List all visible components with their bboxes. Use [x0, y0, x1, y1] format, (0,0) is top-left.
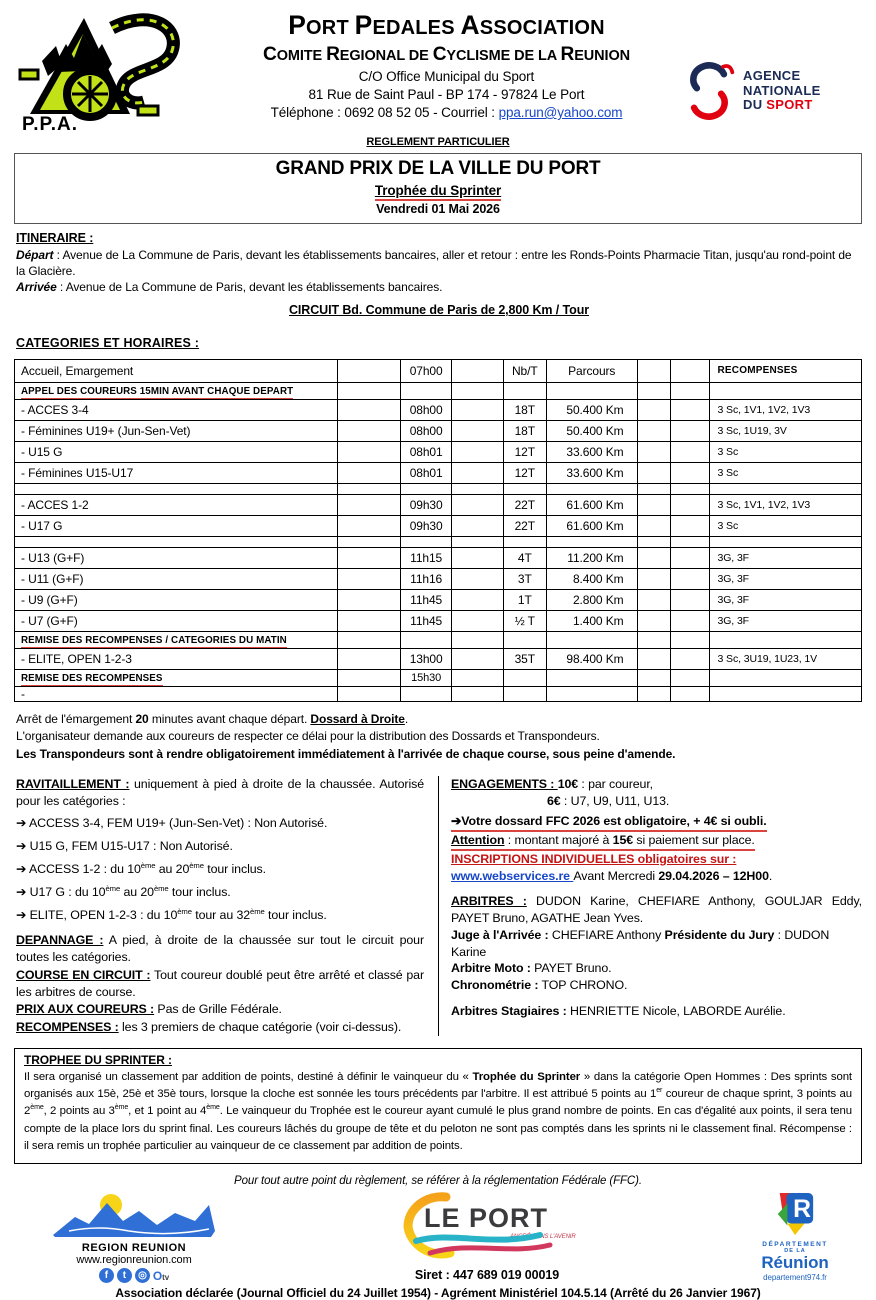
- table-cell: Nb/T: [503, 359, 546, 382]
- table-cell: 35T: [503, 648, 546, 669]
- table-cell: [670, 441, 709, 462]
- trophee-heading: TROPHEE DU SPRINTER :: [24, 1052, 172, 1067]
- table-cell: [337, 568, 401, 589]
- table-cell: 3G, 3F: [709, 547, 862, 568]
- table-cell: [670, 420, 709, 441]
- notes-section: [16, 711, 862, 763]
- document-header: [0, 0, 876, 136]
- table-cell: [637, 441, 670, 462]
- table-cell: [637, 686, 670, 701]
- table-cell: [637, 631, 670, 648]
- table-cell: [637, 536, 670, 547]
- table-cell: 07h00: [401, 359, 452, 382]
- table-cell: [709, 686, 862, 701]
- table-cell: -: [15, 686, 338, 701]
- table-cell: [401, 536, 452, 547]
- table-cell: [637, 382, 670, 399]
- table-cell: 4T: [503, 547, 546, 568]
- table-row: [15, 399, 862, 420]
- table-cell: - U15 G: [15, 441, 338, 462]
- table-cell: [670, 382, 709, 399]
- table-cell: 08h01: [401, 441, 452, 462]
- table-cell: [546, 631, 637, 648]
- table-cell: 3 Sc: [709, 441, 862, 462]
- table-cell: [670, 669, 709, 686]
- table-cell: Parcours: [546, 359, 637, 382]
- table-cell: [637, 610, 670, 631]
- table-cell: 61.600 Km: [546, 494, 637, 515]
- departement-r-icon: [774, 1191, 816, 1237]
- region-reunion-logo: [34, 1191, 234, 1283]
- svg-text:R: R: [793, 1196, 811, 1224]
- table-cell: [337, 648, 401, 669]
- federal-note: Pour tout autre point du règlement, se référer à la réglementation Fédérale (FFC).: [234, 1175, 642, 1188]
- inscriptions-line: INSCRIPTIONS INDIVIDUELLES obligatoires sur :: [451, 851, 737, 866]
- table-cell: [546, 382, 637, 399]
- table-cell: - ACCES 3-4: [15, 399, 338, 420]
- table-cell: [337, 494, 401, 515]
- juge-arrivee-line: Juge à l'Arrivée : CHEFIARE Anthony Présidente du Jury : DUDON Karine: [451, 927, 830, 959]
- region-socials: [34, 1268, 234, 1283]
- table-cell: [709, 536, 862, 547]
- table-cell: [670, 515, 709, 536]
- table-cell: [670, 631, 709, 648]
- table-cell: [452, 462, 504, 483]
- table-cell: [670, 399, 709, 420]
- table-cell: 3 Sc: [709, 515, 862, 536]
- table-cell: 18T: [503, 420, 546, 441]
- svg-text:ANCRÉ DANS L'AVENIR: ANCRÉ DANS L'AVENIR: [510, 1234, 576, 1241]
- table-cell: [709, 483, 862, 494]
- otv-icon[interactable]: Otv: [152, 1268, 170, 1283]
- ravitaillement-rule: ➔ U15 G, FEM U15-U17 : Non Autorisé.: [16, 839, 233, 854]
- table-cell: - U17 G: [15, 515, 338, 536]
- table-cell: 3G, 3F: [709, 589, 862, 610]
- table-cell: [337, 462, 401, 483]
- ravitaillement-rule: ➔ U17 G : du 10ème au 20ème tour inclus.: [16, 883, 231, 899]
- table-cell: - ELITE, OPEN 1-2-3: [15, 648, 338, 669]
- svg-text:LE PORT: LE PORT: [424, 1203, 549, 1234]
- table-cell: [452, 483, 504, 494]
- table-cell: 61.600 Km: [546, 515, 637, 536]
- twitter-icon[interactable]: t: [117, 1268, 132, 1283]
- link[interactable]: www.webservices.re: [451, 868, 574, 883]
- table-cell: 12T: [503, 441, 546, 462]
- trophee-sprinter-box: [14, 1048, 862, 1165]
- depannage-para: DEPANNAGE : A pied, à droite de la chaussée sur tout le circuit pour toutes les catégories.: [16, 933, 424, 965]
- table-row: [15, 441, 862, 462]
- dossard-ffc-line: ➔Votre dossard FFC 2026 est obligatoire, + 4€ si oubli.: [451, 813, 767, 832]
- table-cell: 3T: [503, 568, 546, 589]
- table-cell: 3 Sc: [709, 462, 862, 483]
- table-cell: [337, 686, 401, 701]
- arbitres-para: ARBITRES : DUDON Karine, CHEFIARE Anthony, GOULJAR Eddy, PAYET Bruno, AGATHE Jean Yves.: [451, 894, 862, 926]
- course-circuit-para: COURSE EN CIRCUIT : Tout coureur doublé peut être arrêté et classé par les arbitres de course.: [16, 967, 425, 999]
- departement-logo: [740, 1191, 850, 1282]
- table-row: [15, 648, 862, 669]
- ravitaillement-para: RAVITAILLEMENT : uniquement à pied à droite de la chaussée. Autorisé pour les catégories :: [16, 776, 424, 808]
- table-cell: [637, 359, 670, 382]
- table-cell: [503, 686, 546, 701]
- table-cell: [452, 648, 504, 669]
- table-cell: [670, 547, 709, 568]
- table-cell: [709, 382, 862, 399]
- table-cell: [337, 399, 401, 420]
- engagements-line1: ENGAGEMENTS : 10€ : par coureur,: [451, 776, 654, 791]
- table-cell: [401, 631, 452, 648]
- table-row: [15, 568, 862, 589]
- table-cell: [670, 462, 709, 483]
- table-cell: [670, 483, 709, 494]
- table-cell: 12T: [503, 462, 546, 483]
- table-cell: [401, 686, 452, 701]
- table-row: [15, 483, 862, 494]
- table-cell: [670, 610, 709, 631]
- table-cell: [503, 536, 546, 547]
- event-subtitle: Trophée du Sprinter: [15, 183, 861, 198]
- table-cell: [337, 589, 401, 610]
- table-cell: [637, 669, 670, 686]
- table-cell: [452, 515, 504, 536]
- table-cell: [637, 648, 670, 669]
- engagements-line2: 6€ : U7, U9, U11, U13.: [547, 793, 670, 808]
- table-cell: 3 Sc, 1V1, 1V2, 1V3: [709, 494, 862, 515]
- siret-line: Siret : 447 689 019 00019: [414, 1268, 560, 1283]
- table-cell: [670, 589, 709, 610]
- table-cell: [452, 669, 504, 686]
- table-cell: [503, 483, 546, 494]
- table-cell: [637, 589, 670, 610]
- table-cell: [452, 547, 504, 568]
- table-cell: 15h30: [401, 669, 452, 686]
- table-cell: [452, 494, 504, 515]
- right-column: [439, 776, 862, 1036]
- table-cell: [337, 382, 401, 399]
- table-cell: 98.400 Km: [546, 648, 637, 669]
- table-row: [15, 686, 862, 701]
- table-cell: - U9 (G+F): [15, 589, 338, 610]
- org-identity: [212, 6, 681, 136]
- table-cell: [637, 547, 670, 568]
- table-cell: 33.600 Km: [546, 441, 637, 462]
- event-title: GRAND PRIX DE LA VILLE DU PORT: [275, 158, 601, 179]
- table-cell: 11.200 Km: [546, 547, 637, 568]
- org-contact-line: Téléphone : 0692 08 52 05 - Courriel : ppa.run@yahoo.com: [270, 105, 623, 120]
- table-cell: 13h00: [401, 648, 452, 669]
- association-line: Association déclarée (Journal Officiel du 24 Juillet 1954) - Agrément Ministériel 104.5.14 (Arrêté du 26 Janvier 1967): [115, 1286, 761, 1300]
- table-cell: [15, 483, 338, 494]
- table-cell: [452, 631, 504, 648]
- table-cell: [452, 589, 504, 610]
- note-transpondeurs: Les Transpondeurs sont à rendre obligatoirement immédiatement à l'arrivée de chaque course, sous peine d'amende.: [16, 746, 676, 761]
- table-cell: [452, 568, 504, 589]
- ans-line2: NATIONALE: [743, 82, 821, 98]
- table-cell: [670, 568, 709, 589]
- table-cell: [452, 610, 504, 631]
- table-cell: ½ T: [503, 610, 546, 631]
- table-cell: REMISE DES RECOMPENSES / CATEGORIES DU MATIN: [15, 631, 338, 648]
- table-cell: [452, 686, 504, 701]
- itineraire-section: [16, 230, 862, 319]
- ravitaillement-rule: ➔ ELITE, OPEN 1-2-3 : du 10ème tour au 32ème tour inclus.: [16, 906, 327, 922]
- table-cell: - U7 (G+F): [15, 610, 338, 631]
- org-address-line2: 81 Rue de Saint Paul - BP 174 - 97824 Le Port: [308, 87, 585, 102]
- event-date: Vendredi 01 Mai 2026: [376, 202, 500, 216]
- table-cell: [15, 536, 338, 547]
- table-row: [15, 589, 862, 610]
- table-cell: [337, 420, 401, 441]
- table-cell: - U13 (G+F): [15, 547, 338, 568]
- table-cell: 1.400 Km: [546, 610, 637, 631]
- ans-line1: AGENCE: [743, 68, 801, 84]
- table-cell: [546, 686, 637, 701]
- leport-block: [352, 1191, 622, 1282]
- table-cell: 08h01: [401, 462, 452, 483]
- trophee-body: Il sera organisé un classement par addition de points, destiné à définir le vainqueur du « Trophée du Sprinter » dans la catégorie Open Hommes : Des sprints sont organisés aux 15è, 25è et 35è tours, lorsque la cloche est sonnée les tours précédents par l'arbitre. Il est attribué 5 points au 1er coureur de chaque sprint, 3 points au 2ème, 2 points au 3ème, et 1 point au 4ème. Le vainqueur du Trophée est le coureur ayant cumulé le plus grand nombre de points. En cas d'égalité aux points, il sera tenu compte de la place lors du sprint final. Les coureurs lâchés du groupe de tête et du peloton ne sont pas comptés dans les sprints ni le classement final. Récompense : il sera remis un trophée particulier au vainqueur de ce classement par addition de points.: [24, 1070, 853, 1153]
- table-cell: RECOMPENSES: [709, 359, 862, 382]
- departement-line1: DÉPARTEMENT: [762, 1241, 828, 1249]
- org-address-line1: C/O Office Municipal du Sport: [358, 69, 535, 84]
- webservices-line: www.webservices.re Avant Mercredi 29.04.2026 – 12H00.: [451, 868, 773, 883]
- table-row: [15, 631, 862, 648]
- table-cell: [503, 382, 546, 399]
- instagram-icon[interactable]: ◎: [135, 1268, 150, 1283]
- table-cell: 2.800 Km: [546, 589, 637, 610]
- org-name: PORT PEDALES ASSOCIATION: [288, 10, 605, 40]
- table-cell: [452, 399, 504, 420]
- table-cell: [452, 420, 504, 441]
- left-column: [16, 776, 439, 1036]
- table-cell: 11h16: [401, 568, 452, 589]
- table-cell: [637, 420, 670, 441]
- table-cell: [337, 547, 401, 568]
- table-cell: [709, 669, 862, 686]
- table-cell: [670, 536, 709, 547]
- table-cell: 11h15: [401, 547, 452, 568]
- table-cell: 3 Sc, 1V1, 1V2, 1V3: [709, 399, 862, 420]
- table-row: [15, 515, 862, 536]
- table-cell: [337, 631, 401, 648]
- table-cell: 8.400 Km: [546, 568, 637, 589]
- table-cell: [337, 441, 401, 462]
- table-row: [15, 536, 862, 547]
- table-cell: 11h45: [401, 589, 452, 610]
- ans-line3: DU SPORT: [743, 97, 813, 113]
- reglement-heading: REGLEMENT PARTICULIER: [366, 136, 510, 148]
- table-cell: [337, 610, 401, 631]
- note-emargement: Arrêt de l'émargement 20 minutes avant chaque départ. Dossard à Droite.: [16, 711, 409, 726]
- table-cell: [452, 359, 504, 382]
- table-row: [15, 610, 862, 631]
- table-cell: [637, 515, 670, 536]
- schedule-table: [14, 359, 862, 702]
- table-cell: [546, 669, 637, 686]
- ravitaillement-rule: ➔ ACCESS 1-2 : du 10ème au 20ème tour inclus.: [16, 860, 266, 876]
- table-cell: - U11 (G+F): [15, 568, 338, 589]
- ans-wordmark: [743, 69, 821, 113]
- table-cell: REMISE DES RECOMPENSES: [15, 669, 338, 686]
- table-cell: 50.400 Km: [546, 420, 637, 441]
- table-cell: [337, 483, 401, 494]
- table-cell: [503, 631, 546, 648]
- table-cell: 3G, 3F: [709, 610, 862, 631]
- table-cell: 09h30: [401, 515, 452, 536]
- table-cell: [401, 382, 452, 399]
- itineraire-heading: ITINERAIRE :: [16, 231, 94, 245]
- ppa-logo: [12, 6, 212, 136]
- departement-url[interactable]: departement974.fr: [763, 1273, 827, 1283]
- table-cell: [637, 462, 670, 483]
- itineraire-arrivee: Arrivée : Avenue de La Commune de Paris, devant les établissements bancaires.: [16, 279, 443, 294]
- table-row: [15, 462, 862, 483]
- table-cell: [637, 399, 670, 420]
- table-row: [15, 547, 862, 568]
- table-cell: - Féminines U19+ (Jun-Sen-Vet): [15, 420, 338, 441]
- table-cell: 11h45: [401, 610, 452, 631]
- table-cell: 22T: [503, 515, 546, 536]
- table-cell: 3G, 3F: [709, 568, 862, 589]
- table-cell: 18T: [503, 399, 546, 420]
- table-cell: 33.600 Km: [546, 462, 637, 483]
- table-cell: 1T: [503, 589, 546, 610]
- prix-coureurs-para: PRIX AUX COUREURS : Pas de Grille Fédérale.: [16, 1002, 282, 1017]
- arbitre-moto-line: Arbitre Moto : PAYET Bruno.: [451, 961, 612, 976]
- title-box: [14, 153, 862, 224]
- table-cell: [637, 568, 670, 589]
- region-name: REGION REUNION: [81, 1242, 187, 1255]
- table-cell: [452, 536, 504, 547]
- table-cell: [670, 686, 709, 701]
- table-cell: 09h30: [401, 494, 452, 515]
- table-cell: [337, 669, 401, 686]
- table-row: [15, 669, 862, 686]
- footer: [34, 1191, 850, 1283]
- table-cell: [670, 648, 709, 669]
- table-cell: [546, 536, 637, 547]
- table-cell: [709, 631, 862, 648]
- chronometrie-line: Chronométrie : TOP CHRONO.: [451, 977, 628, 992]
- table-cell: [337, 359, 401, 382]
- ppa-acronym: P.P.A.: [22, 114, 79, 135]
- table-cell: 3 Sc, 3U19, 1U23, 1V: [709, 648, 862, 669]
- table-row: [15, 359, 862, 382]
- table-cell: 50.400 Km: [546, 399, 637, 420]
- ans-logo: [681, 6, 866, 136]
- table-cell: [337, 515, 401, 536]
- ravitaillement-rule: ➔ ACCESS 3-4, FEM U19+ (Jun-Sen-Vet) : Non Autorisé.: [16, 816, 328, 831]
- region-mountain-icon: [49, 1191, 219, 1239]
- table-cell: [503, 669, 546, 686]
- link[interactable]: ppa.run@yahoo.com: [498, 105, 623, 120]
- table-cell: [546, 483, 637, 494]
- org-committee: COMITE REGIONAL DE CYCLISME DE LA REUNION: [263, 44, 630, 65]
- ans-s-icon: [681, 61, 737, 121]
- itineraire-depart: Départ : Avenue de La Commune de Paris, devant les établissements bancaires, aller et retour : entre les Ronds-Points Pharmacie Titan, jusqu'au rond-point de la Glacière.: [16, 247, 852, 278]
- table-cell: [637, 483, 670, 494]
- table-cell: APPEL DES COUREURS 15MIN AVANT CHAQUE DEPART: [15, 382, 338, 399]
- table-cell: 3 Sc, 1U19, 3V: [709, 420, 862, 441]
- table-row: [15, 382, 862, 399]
- departement-line2: DE LA: [784, 1248, 806, 1255]
- table-row: [15, 420, 862, 441]
- table-cell: [637, 494, 670, 515]
- table-cell: 22T: [503, 494, 546, 515]
- table-cell: - Féminines U15-U17: [15, 462, 338, 483]
- table-cell: [670, 494, 709, 515]
- table-cell: - ACCES 1-2: [15, 494, 338, 515]
- table-row: [15, 494, 862, 515]
- table-cell: [452, 441, 504, 462]
- categories-heading: CATEGORIES ET HORAIRES :: [16, 335, 200, 350]
- recompenses-para: RECOMPENSES : les 3 premiers de chaque catégorie (voir ci-dessus).: [16, 1020, 402, 1035]
- table-cell: Accueil, Emargement: [15, 359, 338, 382]
- rules-columns: [16, 776, 862, 1036]
- table-cell: [401, 483, 452, 494]
- arbitres-stagiaires-line: Arbitres Stagiaires : HENRIETTE Nicole, LABORDE Aurélie.: [451, 1003, 786, 1018]
- table-cell: 08h00: [401, 399, 452, 420]
- facebook-icon[interactable]: f: [99, 1268, 114, 1283]
- table-cell: [670, 359, 709, 382]
- table-cell: 08h00: [401, 420, 452, 441]
- region-url-link[interactable]: www.regionreunion.com: [76, 1254, 192, 1267]
- departement-line3: Réunion: [761, 1253, 829, 1273]
- attention-line: Attention : montant majoré à 15€ si paiement sur place.: [451, 832, 755, 851]
- table-cell: [337, 536, 401, 547]
- leport-logo-icon: [382, 1191, 592, 1263]
- table-cell: [452, 382, 504, 399]
- circuit-line: CIRCUIT Bd. Commune de Paris de 2,800 Km / Tour: [289, 302, 589, 317]
- note-organisateur: L'organisateur demande aux coureurs de respecter ce délai pour la distribution des Dossards et Transpondeurs.: [16, 729, 600, 744]
